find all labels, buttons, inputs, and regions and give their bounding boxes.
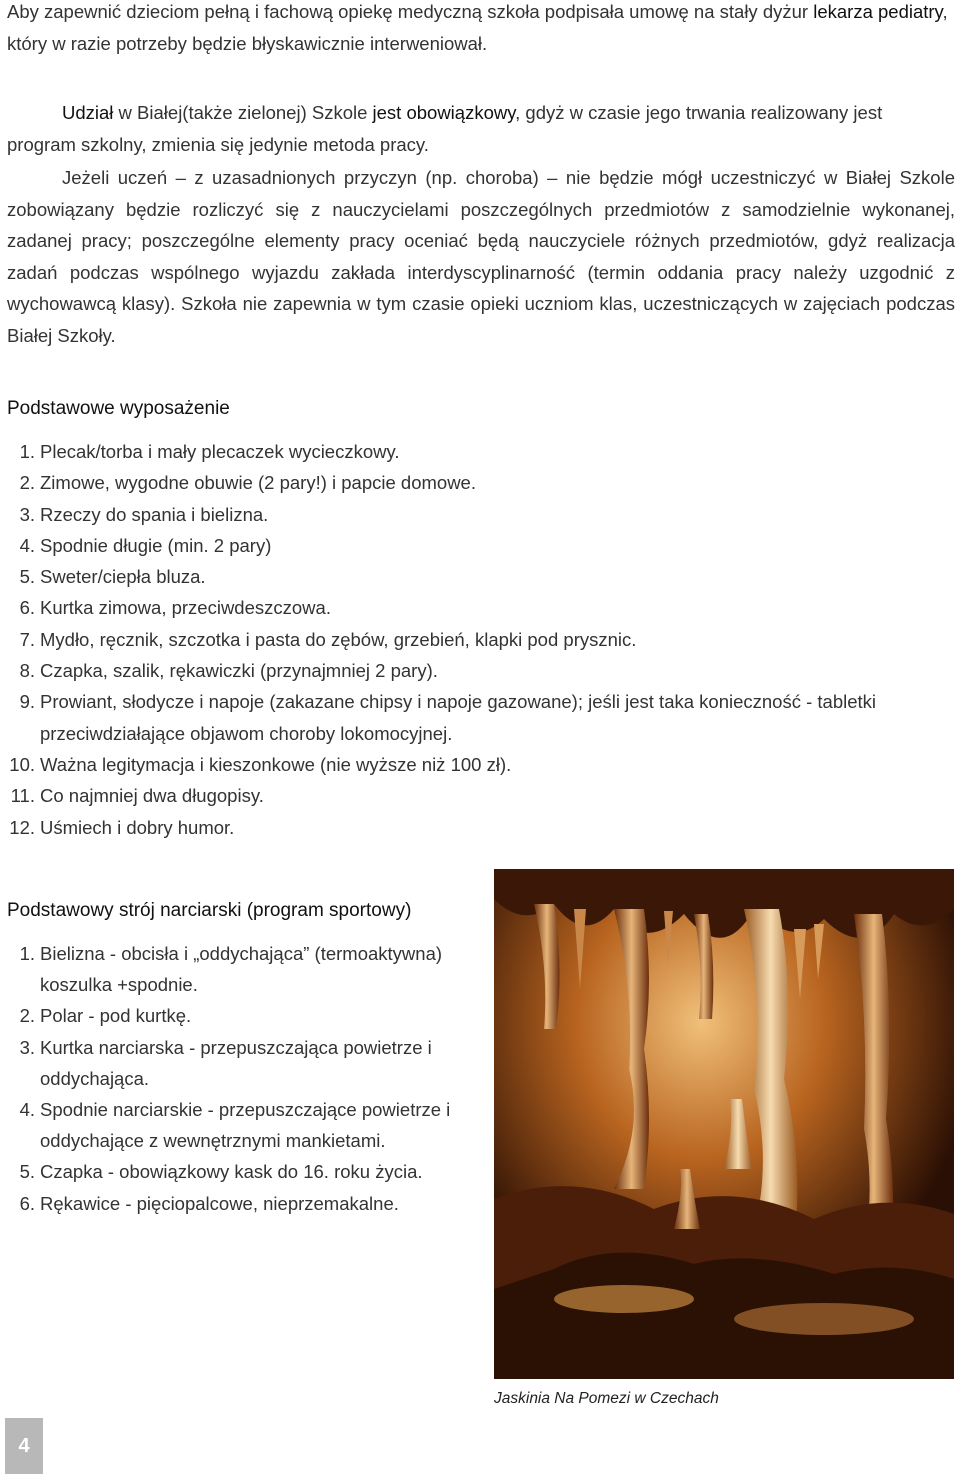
- photo-caption: Jaskinia Na Pomezi w Czechach: [494, 1390, 719, 1407]
- paragraph-absence: Jeżeli uczeń – z uzasadnionych przyczyn (np. choroba) – nie będzie mógł uczestniczyć w Białej Szkole zobowiązany będzie rozliczyć się z nauczycielami poszczególnych przedmiotów z samodzielnie wykonanej, zadanej pracy; poszczególne elementy pracy oceniać będą nauczyciele różnych przedmiotów, gdyż realizacja zadań podczas wspólnego wyjazdu zakłada interdyscyplinarność (termin oddania pracy należy uzgodnić z wychowawcą klasy). Szkoła nie zapewnia w tym czasie opieki uczniom klas, uczestniczących w zajęciach podczas Białej Szkoły.: [7, 167, 955, 346]
- paragraph-participation: Udział w Białej(także zielonej) Szkole jest obowiązkowy, gdyż w czasie jego trwania realizowany jest program szkolny, zmienia się jedynie metoda pracy.: [7, 102, 883, 155]
- list-item: 7. Mydło, ręcznik, szczotka i pasta do zębów, grzebień, klapki pod prysznic.: [19, 628, 637, 650]
- list-item: 4. Spodnie narciarskie - przepuszczające powietrze i oddychające z wewnętrznymi mankietami.: [19, 1099, 451, 1152]
- list-item: 2. Polar - pod kurtkę.: [19, 1005, 192, 1027]
- list-item: 12. Uśmiech i dobry humor.: [9, 816, 235, 838]
- list-item: 4. Spodnie długie (min. 2 pary): [19, 534, 272, 556]
- heading-ski-outfit: Podstawowy strój narciarski (program sportowy): [7, 900, 412, 921]
- list-item: 3. Rzeczy do spania i bielizna.: [19, 503, 269, 525]
- equipment-list: [7, 436, 947, 843]
- list-item: 1. Bielizna - obcisła i „oddychająca” (termoaktywna) koszulka +spodnie.: [19, 943, 443, 996]
- highlight-udzial: Udział: [62, 102, 114, 123]
- list-item: 2. Zimowe, wygodne obuwie (2 pary!) i papcie domowe.: [19, 472, 476, 494]
- list-item: 3. Kurtka narciarska - przepuszczająca powietrze i oddychająca.: [19, 1036, 432, 1089]
- list-item: 10. Ważna legitymacja i kieszonkowe (nie wyższe niż 100 zł).: [9, 753, 512, 775]
- heading-equipment: Podstawowe wyposażenie: [7, 398, 230, 419]
- list-item: 1. Plecak/torba i mały plecaczek wycieczkowy.: [19, 441, 400, 462]
- highlight-obowiazkowy: jest obowiązkowy: [372, 102, 516, 123]
- list-item: 5. Czapka - obowiązkowy kask do 16. roku życia.: [19, 1161, 423, 1183]
- ski-outfit-list: [7, 938, 477, 1219]
- highlight-lekarza-pediatry: lekarza pediatry: [813, 1, 943, 22]
- list-item: 9. Prowiant, słodycze i napoje (zakazane chipsy i napoje gazowane); jeśli jest taka konieczność - tabletki przeciwdziałające objawom choroby lokomocyjnej.: [19, 691, 877, 744]
- list-item: 6. Kurtka zimowa, przeciwdeszczowa.: [19, 597, 331, 619]
- list-item: 5. Sweter/ciepła bluza.: [19, 566, 206, 588]
- paragraph-pediatrician: Aby zapewnić dzieciom pełną i fachową opiekę medyczną szkoła podpisała umowę na stały dyżur lekarza pediatry, który w razie potrzeby będzie błyskawicznie interweniował.: [7, 1, 948, 54]
- list-item: 6. Rękawice - pięciopalcowe, nieprzemakalne.: [19, 1192, 399, 1214]
- list-item: 8. Czapka, szalik, rękawiczki (przynajmniej 2 pary).: [19, 660, 438, 682]
- cave-photo: [494, 869, 954, 1379]
- page-number: 4: [5, 1418, 43, 1474]
- list-item: 11. Co najmniej dwa długopisy.: [10, 785, 264, 807]
